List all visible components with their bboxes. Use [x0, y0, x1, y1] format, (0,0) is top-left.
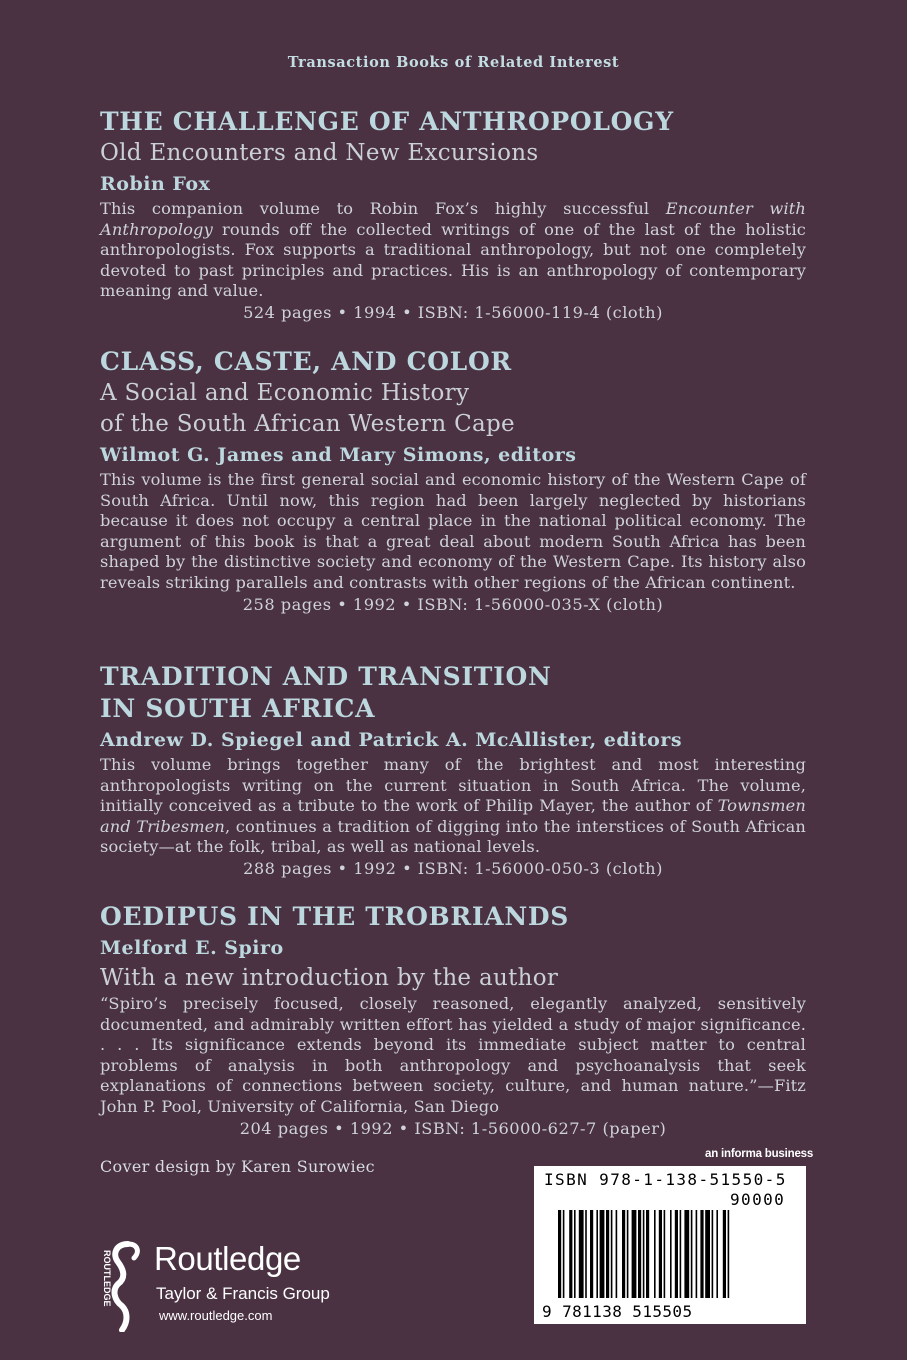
- barcode-bar: [616, 1210, 618, 1298]
- book-meta: 204 pages • 1992 • ISBN: 1-56000-627-7 (paper): [239, 1118, 667, 1138]
- barcode-bar: [700, 1210, 703, 1298]
- barcode-bar: [696, 1210, 698, 1298]
- barcode-bar: [600, 1210, 605, 1298]
- series-header: Transaction Books of Related Interest: [287, 54, 620, 71]
- barcode-bar: [680, 1210, 682, 1298]
- book-title: IN SOUTH AFRICA: [100, 694, 376, 723]
- barcode-bar: [654, 1210, 656, 1298]
- barcode-bar: [569, 1210, 572, 1298]
- barcode-bar: [684, 1210, 689, 1298]
- book-author: Andrew D. Spiegel and Patrick A. McAllister, editors: [100, 729, 683, 751]
- book-subtitle: Old Encounters and New Excursions: [100, 140, 539, 166]
- publisher-url: www.routledge.com: [159, 1308, 273, 1323]
- barcode-bar: [728, 1210, 730, 1298]
- isbn-barcode: [534, 1166, 806, 1324]
- routledge-logo: [98, 1240, 358, 1330]
- book-title: CLASS, CASTE, AND COLOR: [100, 347, 512, 376]
- barcode-bars: [534, 1166, 806, 1324]
- book-subtitle: With a new introduction by the author: [100, 965, 559, 991]
- barcode-bar: [675, 1210, 678, 1298]
- cover-credit: Cover design by Karen Surowiec: [100, 1157, 375, 1176]
- book-entry: [100, 661, 806, 879]
- book-description: This volume brings together many of the brightest and most interesting anthropologists writing on the current situation in South Africa. The volume, initially conceived as a tribute to the work of Philip Mayer, the author of Townsmen and Tribesmen, continues a tradition of digging into the interstices of South African society—at the folk, tribal, as well as national levels.: [100, 755, 806, 857]
- barcode-bar: [716, 1210, 718, 1298]
- book-subtitle: of the South African Western Cape: [100, 411, 515, 437]
- barcode-bar: [579, 1210, 584, 1298]
- barcode-bar: [632, 1210, 637, 1298]
- barcode-bar: [670, 1210, 672, 1298]
- barcode-bar: [590, 1210, 593, 1298]
- barcode-bar: [585, 1210, 587, 1298]
- book-description: This companion volume to Robin Fox’s highly successful Encounter with Anthropology rounds off the collected writings of one of the last of the holistic anthropologists. Fox supports a traditional anthropology, but not one completely devoted to past principles and practices. His is an anthropology of contemporary meaning and value.: [100, 199, 806, 301]
- book-title: THE CHALLENGE OF ANTHROPOLOGY: [100, 107, 674, 136]
- book-entry: [100, 901, 806, 1139]
- book-entry: [100, 106, 806, 323]
- barcode-bar: [596, 1210, 598, 1298]
- routledge-vertical-mark: ROUTLEDGE: [102, 1250, 112, 1307]
- barcode-bar: [643, 1210, 645, 1298]
- book-entry: [100, 346, 806, 615]
- barcode-bar: [705, 1210, 710, 1298]
- book-description: This volume is the first general social and economic history of the Western Cape of South Africa. Until now, this region had been largely neglected by historians because it does not occupy a central place in the national political economy. The argument of this book is that a great deal about modern South Africa has been shaped by the distinctive society and economy of the Western Cape. Its history also reveals striking parallels and contrasts with other regions of the African continent.: [100, 470, 806, 592]
- barcode-bar: [574, 1210, 576, 1298]
- price-code: 90000: [730, 1190, 786, 1209]
- barcode-bar: [691, 1210, 693, 1298]
- book-meta: 524 pages • 1994 • ISBN: 1-56000-119-4 (cloth): [243, 302, 663, 322]
- barcode-bar: [646, 1210, 649, 1298]
- book-author: Wilmot G. James and Mary Simons, editors: [100, 444, 577, 466]
- ean-digits: 9 781138 515505: [542, 1302, 693, 1321]
- book-meta: 258 pages • 1992 • ISBN: 1-56000-035-X (cloth): [242, 594, 664, 614]
- barcode-bar: [664, 1210, 666, 1298]
- book-description: “Spiro’s precisely focused, closely reasoned, elegantly analyzed, sensitively documented, and admirably written effort has yielded a study of major significance. . . . Its significance extends beyond its immediate subject matter to central problems of analysis in both anthropology and psychoanalysis that seek explanations of connections between society, culture, and human nature.”—Fitz John P. Pool, University of California, San Diego: [100, 994, 806, 1116]
- book-meta: 288 pages • 1992 • ISBN: 1-56000-050-3 (cloth): [243, 858, 663, 878]
- barcode-bar: [712, 1210, 714, 1298]
- barcode-bar: [606, 1210, 609, 1298]
- barcode-bar: [627, 1210, 629, 1298]
- book-author: Melford E. Spiro: [100, 937, 284, 959]
- book-title: OEDIPUS IN THE TROBRIANDS: [100, 902, 570, 931]
- book-subtitle: A Social and Economic History: [100, 380, 470, 406]
- barcode-bar: [638, 1210, 641, 1298]
- barcode-bar: [611, 1210, 613, 1298]
- book-author: Robin Fox: [100, 173, 211, 195]
- barcode-bar: [558, 1210, 561, 1298]
- barcode-bar: [622, 1210, 625, 1298]
- barcode-bar: [563, 1210, 565, 1298]
- informa-tagline: an informa business: [705, 1148, 814, 1160]
- barcode-bar: [659, 1210, 662, 1298]
- publisher-name: Routledge: [154, 1240, 301, 1277]
- isbn-number: ISBN 978-1-138-51550-5: [544, 1170, 787, 1189]
- barcode-bar: [723, 1210, 726, 1298]
- publisher-group: Taylor & Francis Group: [156, 1284, 330, 1303]
- book-title: TRADITION AND TRANSITION: [100, 662, 552, 691]
- routledge-mark-icon: [98, 1240, 148, 1332]
